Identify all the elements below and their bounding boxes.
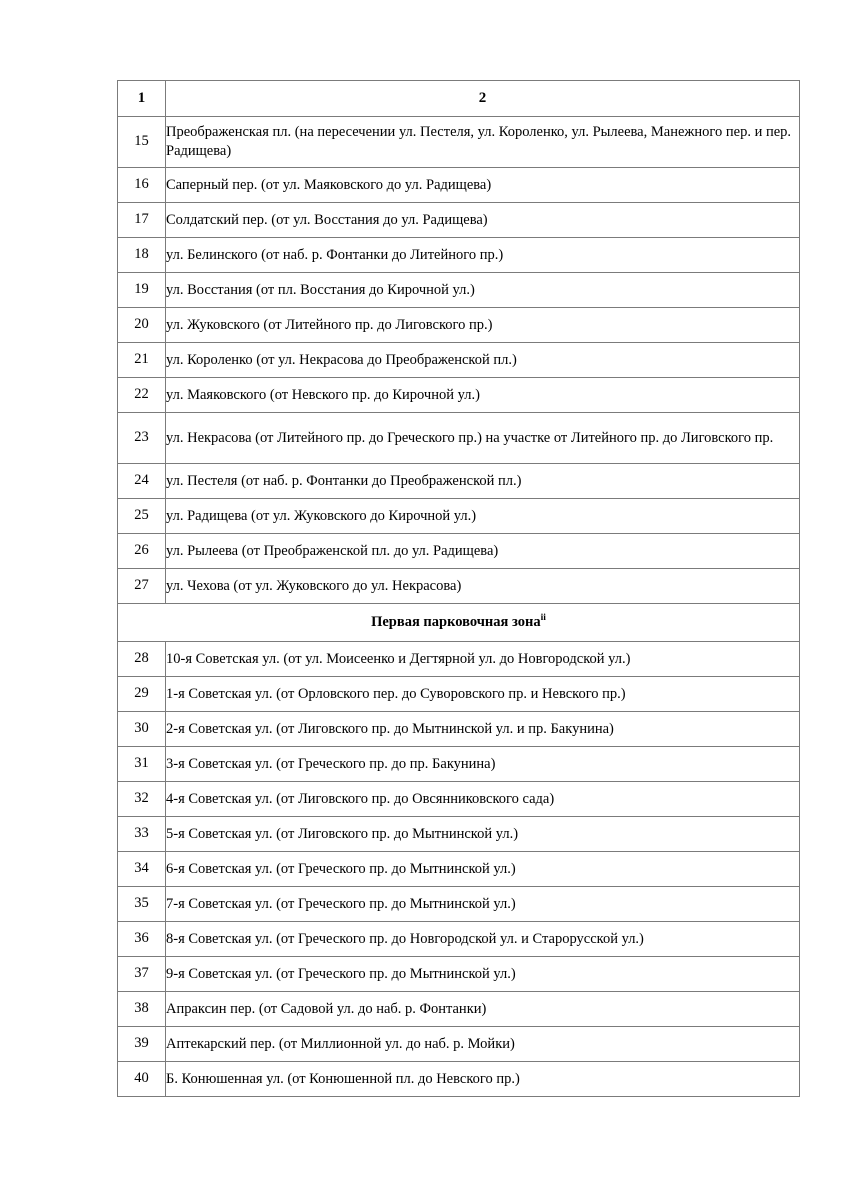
row-street-cell: ул. Жуковского (от Литейного пр. до Лиговского пр.) [166, 308, 800, 343]
zone-title-text: Первая парковочная зона [371, 613, 541, 630]
table-row [118, 922, 800, 957]
table-row [118, 642, 800, 677]
table-row [118, 957, 800, 992]
row-street-cell: 8-я Советская ул. (от Греческого пр. до Новгородской ул. и Старорусской ул.) [166, 922, 800, 957]
table-row [118, 677, 800, 712]
row-street-cell: ул. Пестеля (от наб. р. Фонтанки до Преображенской пл.) [166, 464, 800, 499]
row-number-cell: 27 [118, 569, 166, 604]
table-row [118, 378, 800, 413]
row-number-cell: 16 [118, 168, 166, 203]
row-street-cell: 10-я Советская ул. (от ул. Моисеенко и Дегтярной ул. до Новгородской ул.) [166, 642, 800, 677]
table-body [118, 117, 800, 1097]
row-street-cell: 2-я Советская ул. (от Лиговского пр. до Мытнинской ул. и пр. Бакунина) [166, 712, 800, 747]
row-number-cell: 32 [118, 782, 166, 817]
row-number-cell: 28 [118, 642, 166, 677]
row-street-cell: 9-я Советская ул. (от Греческого пр. до Мытнинской ул.) [166, 957, 800, 992]
row-number-cell: 15 [118, 117, 166, 168]
zone-title-footnote-marker: ii [540, 612, 546, 623]
row-number-cell: 30 [118, 712, 166, 747]
zone-section-header-row [118, 604, 800, 642]
row-number-cell: 31 [118, 747, 166, 782]
row-number-cell: 38 [118, 992, 166, 1027]
row-number-cell: 25 [118, 499, 166, 534]
street-table [117, 80, 800, 1097]
row-street-cell: Б. Конюшенная ул. (от Конюшенной пл. до Невского пр.) [166, 1062, 800, 1097]
table-row [118, 464, 800, 499]
row-street-cell: Аптекарский пер. (от Миллионной ул. до наб. р. Мойки) [166, 1027, 800, 1062]
column-header-street: 2 [166, 81, 800, 117]
row-number-cell: 24 [118, 464, 166, 499]
row-street-cell: ул. Маяковского (от Невского пр. до Кирочной ул.) [166, 378, 800, 413]
table-row [118, 852, 800, 887]
row-number-cell: 21 [118, 343, 166, 378]
row-street-cell: 1-я Советская ул. (от Орловского пер. до Суворовского пр. и Невского пр.) [166, 677, 800, 712]
table-row [118, 499, 800, 534]
table-row [118, 308, 800, 343]
row-street-cell: ул. Рылеева (от Преображенской пл. до ул. Радищева) [166, 534, 800, 569]
row-street-cell: ул. Радищева (от ул. Жуковского до Кирочной ул.) [166, 499, 800, 534]
table-row [118, 1062, 800, 1097]
row-street-cell: ул. Короленко (от ул. Некрасова до Преображенской пл.) [166, 343, 800, 378]
table-row [118, 992, 800, 1027]
row-number-cell: 20 [118, 308, 166, 343]
table-row [118, 712, 800, 747]
row-street-cell: Саперный пер. (от ул. Маяковского до ул. Радищева) [166, 168, 800, 203]
zone-section-title [118, 604, 800, 642]
column-header-number: 1 [118, 81, 166, 117]
row-number-cell: 37 [118, 957, 166, 992]
row-street-cell: ул. Чехова (от ул. Жуковского до ул. Некрасова) [166, 569, 800, 604]
row-number-cell: 26 [118, 534, 166, 569]
row-street-cell: Апраксин пер. (от Садовой ул. до наб. р. Фонтанки) [166, 992, 800, 1027]
table-row [118, 273, 800, 308]
row-street-cell: ул. Восстания (от пл. Восстания до Кирочной ул.) [166, 273, 800, 308]
table-row [118, 534, 800, 569]
street-table-container [117, 80, 799, 1097]
row-street-cell: 5-я Советская ул. (от Лиговского пр. до Мытнинской ул.) [166, 817, 800, 852]
table-row [118, 117, 800, 168]
table-row [118, 203, 800, 238]
table-header-row [118, 81, 800, 117]
row-number-cell: 39 [118, 1027, 166, 1062]
row-number-cell: 40 [118, 1062, 166, 1097]
table-row [118, 887, 800, 922]
row-number-cell: 29 [118, 677, 166, 712]
row-number-cell: 22 [118, 378, 166, 413]
row-street-cell: 4-я Советская ул. (от Лиговского пр. до Овсянниковского сада) [166, 782, 800, 817]
row-number-cell: 36 [118, 922, 166, 957]
row-number-cell: 34 [118, 852, 166, 887]
table-row [118, 747, 800, 782]
row-number-cell: 18 [118, 238, 166, 273]
row-number-cell: 17 [118, 203, 166, 238]
row-street-cell: Солдатский пер. (от ул. Восстания до ул. Радищева) [166, 203, 800, 238]
row-street-cell: 3-я Советская ул. (от Греческого пр. до пр. Бакунина) [166, 747, 800, 782]
row-number-cell: 35 [118, 887, 166, 922]
table-row [118, 569, 800, 604]
row-street-cell: ул. Некрасова (от Литейного пр. до Греческого пр.) на участке от Литейного пр. до Лиговского пр. [166, 413, 800, 464]
table-row [118, 1027, 800, 1062]
row-street-cell: 7-я Советская ул. (от Греческого пр. до Мытнинской ул.) [166, 887, 800, 922]
row-number-cell: 33 [118, 817, 166, 852]
table-row [118, 413, 800, 464]
table-header [118, 81, 800, 117]
row-street-cell: ул. Белинского (от наб. р. Фонтанки до Литейного пр.) [166, 238, 800, 273]
table-row [118, 782, 800, 817]
row-street-cell: Преображенская пл. (на пересечении ул. Пестеля, ул. Короленко, ул. Рылеева, Манежного пер. и пер. Радищева) [166, 117, 800, 168]
table-row [118, 817, 800, 852]
table-row [118, 168, 800, 203]
row-street-cell: 6-я Советская ул. (от Греческого пр. до Мытнинской ул.) [166, 852, 800, 887]
row-number-cell: 23 [118, 413, 166, 464]
table-row [118, 238, 800, 273]
table-row [118, 343, 800, 378]
row-number-cell: 19 [118, 273, 166, 308]
